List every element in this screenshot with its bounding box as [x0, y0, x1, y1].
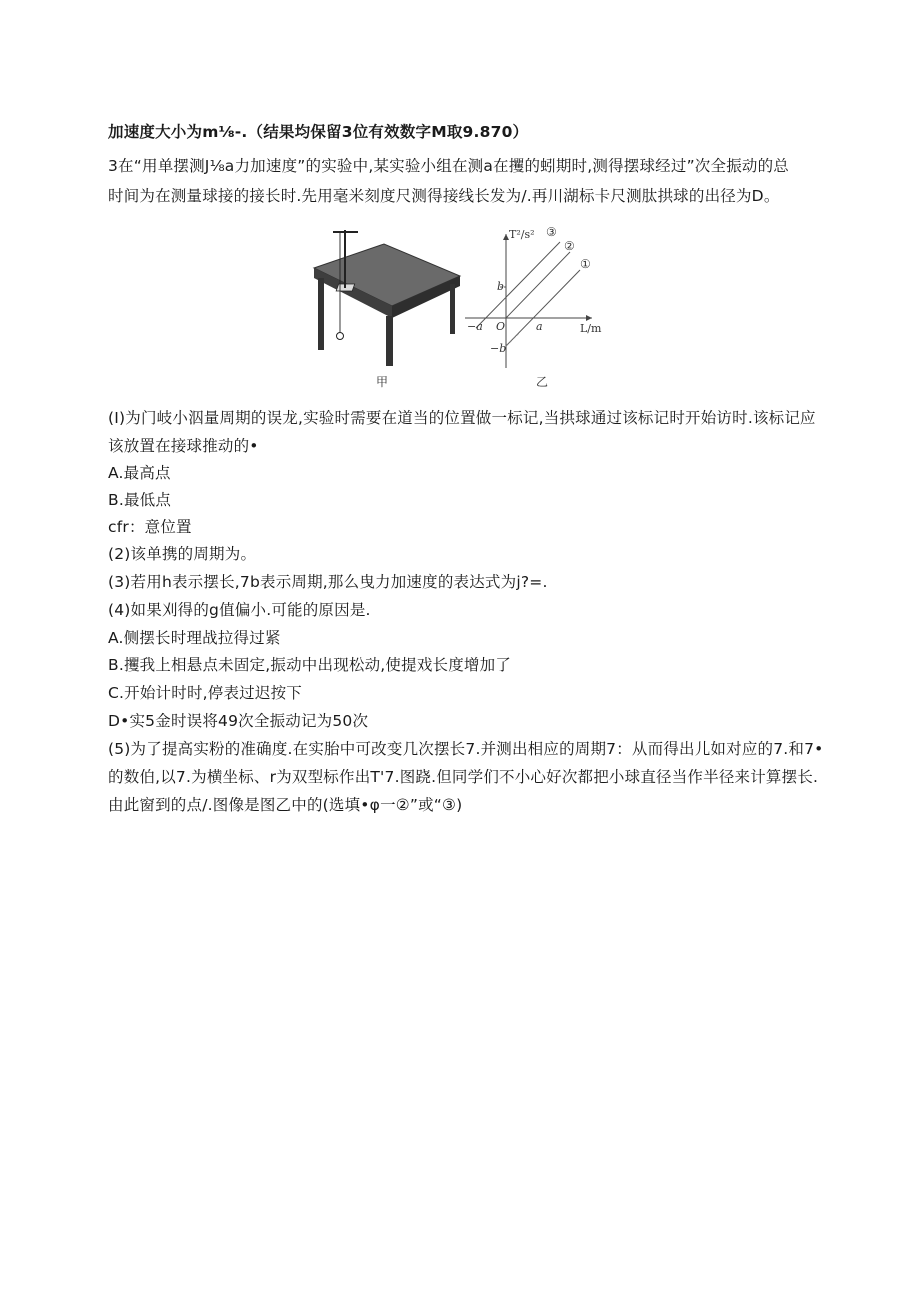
- line-label-2: ②: [564, 239, 575, 253]
- sub-question-2: (2)该单携的周期为。: [108, 545, 257, 563]
- option-1c: cfr：意位置: [108, 518, 192, 536]
- option-4d: D•实5金时误将49次全振动记为50次: [108, 712, 369, 730]
- experiment-figure: [300, 220, 630, 400]
- right-figure-caption: 乙: [536, 375, 549, 389]
- origin-label: O: [496, 320, 506, 333]
- line-label-3: ③: [546, 225, 557, 239]
- sub-question-1-line-1: (I)为门岐小泅量周期的误龙,实验时需要在道当的位置做一标记,当拱球通过该标记时开始访时.该标记应: [108, 409, 816, 427]
- option-4c: C.开始计时时,停表过迟按下: [108, 684, 302, 702]
- text-line-1: 加速度大小为m⅛-.（结果均保留3位有效数字M取9.870）: [108, 123, 529, 141]
- question-3-line-2: 时间为在测量球接的接长时.先用毫米刻度尺测得接线长发为/.再川湖标卡尺测肽拱球的出径为D。: [108, 187, 780, 205]
- figure-svg: [300, 220, 630, 400]
- left-figure-caption: 甲: [376, 375, 389, 389]
- sub-question-4: (4)如果刈得的g值偏小.可能的原因是.: [108, 601, 371, 619]
- tick-label-a: a: [536, 320, 543, 333]
- t-squared-vs-l-graph: [465, 234, 592, 368]
- tick-label-neg-a: −a: [467, 320, 483, 333]
- sub-question-1-line-2: 该放置在接球推动的•: [108, 437, 259, 455]
- option-1b: B.最低点: [108, 491, 172, 509]
- x-axis-label: L/m: [580, 322, 602, 335]
- line-label-1: ①: [580, 257, 591, 271]
- table-pendulum-illustration: [314, 230, 460, 366]
- tick-label-b: b: [497, 280, 505, 293]
- sub-question-3: (3)若用h表示摆长,7b表示周期,那么曳力加速度的表达式为j?=.: [108, 573, 548, 591]
- sub-question-5-line-1: (5)为了提高实粉的准确度.在实胎中可改变几次摆长7.并测出相应的周期7：从而得出儿如对应的7.和7•: [108, 740, 824, 758]
- y-axis-label: T²/s²: [509, 228, 535, 241]
- sub-question-5-line-3: 由此窗到的点/.图像是图乙中的(选填•φ一②”或“③): [108, 796, 463, 814]
- option-1a: A.最高点: [108, 464, 171, 482]
- tick-label-neg-b: −b: [490, 342, 507, 355]
- option-4b: B.攫我上相悬点未固定,振动中出现松动,使提戏长度增加了: [108, 656, 512, 674]
- sub-question-5-line-2: 的数伯,以7.为横坐标、r为双型标作出T'7.图跷.但同学们不小心好次都把小球直径当作半径来计算摆长.: [108, 768, 819, 786]
- question-3-line-1: 3在“用单摆测J⅛a力加速度”的实验中,某实验小组在测a在攫的蚓期时,测得摆球经过”次全振动的总: [108, 157, 789, 175]
- option-4a: A.侧摆长时理战拉得过紧: [108, 629, 281, 647]
